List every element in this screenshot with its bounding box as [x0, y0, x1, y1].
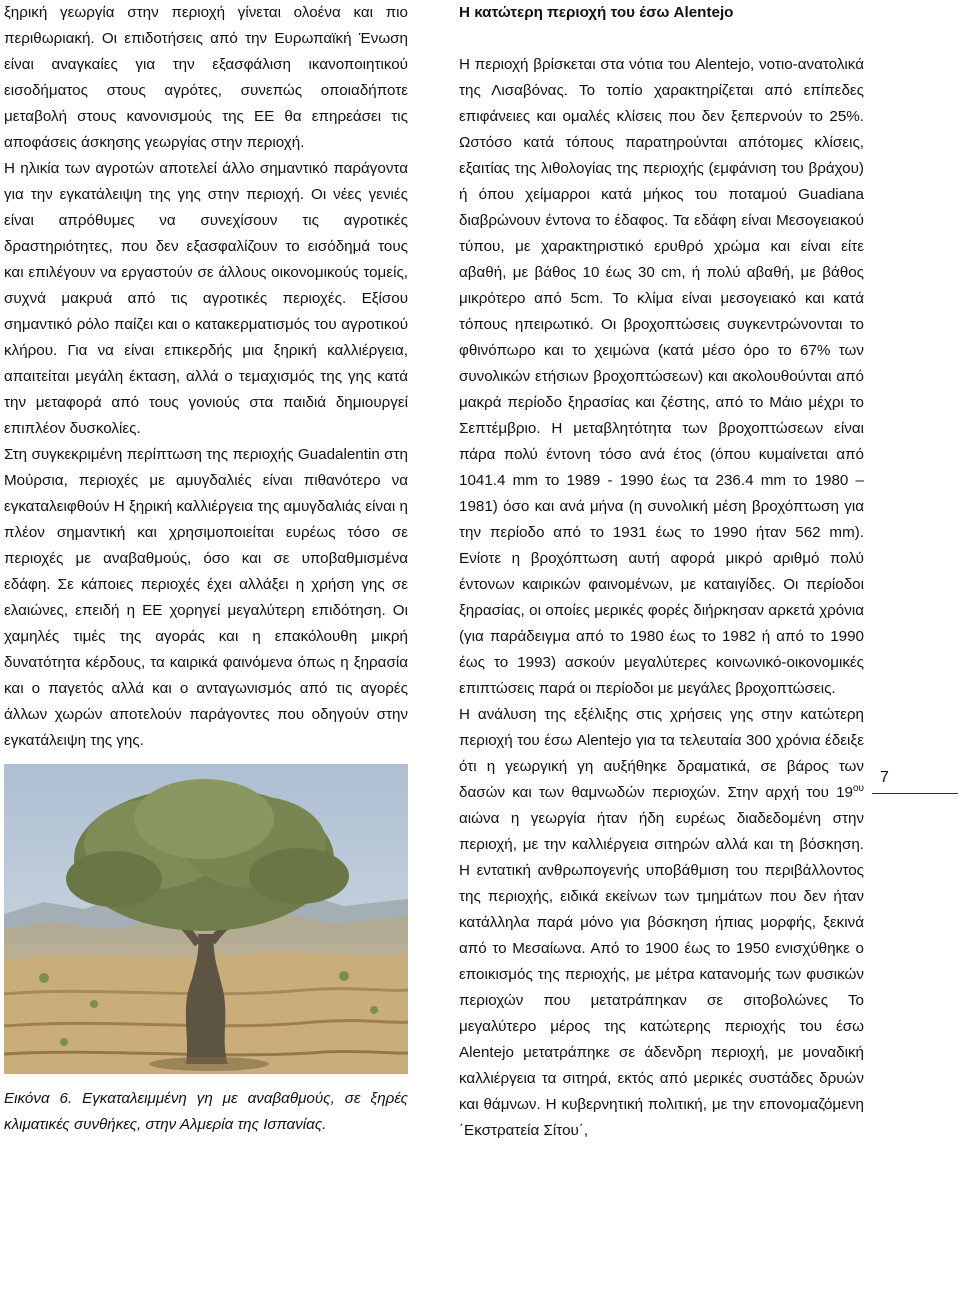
right-paragraph-2: [459, 702, 864, 1144]
left-paragraph-2: Η ηλικία των αγροτών αποτελεί άλλο σημαντικό παράγοντα για την εγκατάλειψη της γης στην περιοχή. Οι νέες γενιές είναι απρόθυμες να συνεχίσουν τις αγροτικές δραστηριότητες, που δεν εξασφαλίζουν το εισόδημά τους και επιλέγουν να εργαστούν σε άλλους οικονομικούς τομείς, συχνά μακρυά από τις αγροτικές περιοχές. Εξίσου σημαντικό ρόλο παίζει και ο κατακερματισμός του αγροτικού κλήρου. Για να είναι επικερδής μια ξηρική καλλιέργεια, απαιτείται μεγάλη έκταση, αλλά ο τεμαχισμός της γης κατά την μεταφορά από τους γονιούς στα παιδιά δημιουργεί επιπλέον δυσκολίες.: [4, 160, 408, 437]
right-paragraph-2-end: αιώνα η γεωργία ήταν ήδη ευρέως διαδεδομένη στην περιοχή, με την καλλιέργεια σιτηρών αλλά και τη βόσκηση. Η εντατική ανθρωπογενής υποβάθμιση του περιβάλλοντος της περιοχής, ειδικά εκείνων των τμημάτων που δεν ήταν κατάλληλα παρά μόνο για βόσκηση ήπιας μορφής, ξεκινά από το Μεσαίωνα. Από το 1900 έως το 1950 ενισχύθηκε ο εποικισμός της περιοχής, με μέτρα κατανομής των φυσικών περιοχών που μετατράπηκαν σε σιτοβολώνες Το μεγαλύτερο μέρος της κατώτερης περιοχής του έσω Alentejo μετατράπηκε σε άδενδρη περιοχή, με μοναδική καλλιέργεια τα σιτηρά, εκτός από μερικές συστάδες δρυών και θάμνων. Η κυβερνητική πολιτική, με την επονομαζόμενη ΄Εκστρατεία Σίτου΄,: [459, 810, 864, 1139]
page-number-rule: [872, 793, 958, 794]
page-number: 7: [880, 769, 889, 786]
left-paragraph-3: Στη συγκεκριμένη περίπτωση της περιοχής Guadalentin στη Μούρσια, περιοχές με αμυγδαλιές είναι πιθανότερο να εγκαταλειφθούν Η ξηρική καλλιέργεια της αμυγδαλιάς είναι η πλέον σημαντική και χρησιμοποιείται ευρέως τόσο σε περιοχές με αναβαθμούς, όσο και σε υποβαθμισμένα εδάφη. Σε κάποιες περιοχές έχει αλλάξει η χρήση γης σε ελαιώνες, επειδή η ΕΕ χορηγεί μεγαλύτερη επιδότηση. Οι χαμηλές τιμές της αγοράς και η επακόλουθη μικρή δυνατότητα κέρδους, τα καιρικά φαινόμενα όπως η ξηρασία και ο παγετός αλλά και ο ανταγωνισμός από τις αγορές άλλων χωρών αποτελούν παράγοντες που οδηγούν στην εγκατάλειψη της γης.: [4, 446, 408, 749]
left-column: [4, 0, 408, 1138]
right-paragraph-1: Η περιοχή βρίσκεται στα νότια του Alentejo, νοτιο-ανατολικά της Λισαβόνας. Το τοπίο χαρακτηρίζεται από επίπεδες επιφάνειες και ομαλές κλίσεις που δεν ξεπερνούν το 25%. Ωστόσο κατά τόπους παρατηρούνται απότομες κλίσεις, εξαιτίας της λιθολογίας της περιοχής (εμφάνιση του βράχου) ή όπου χείμαρροι κατά μήκος του ποταμού Guadiana διαβρώνουν έντονα το έδαφος. Τα εδάφη είναι Μεσογειακού τύπου, με χαρακτηριστικό ερυθρό χρώμα και είναι είτε αβαθή, με βάθος 10 έως 30 cm, ή πολύ αβαθή, με βάθος μικρότερο από 5cm. Το κλίμα είναι μεσογειακό και κατά τόπους ηπειρωτικό. Οι βροχοπτώσεις συγκεντρώνονται το φθινόπωρο και το χειμώνα (κατά μέσο όρο το 67% των συνολικών ετήσιων βροχοπτώσεων) και ακολουθούνται από μακρά περίοδο ξηρασίας και ζέστης, από το Μάιο μέχρι το Σεπτέμβριο. Η μεταβλητότητα των βροχοπτώσεων είναι πάρα πολύ έντονη τόσο ανά έτος (όπου κυμαίνεται από 1041.4 mm το 1989 - 1990 έως τα 236.4 mm το 1980 – 1981) όσο και ανά μήνα (η συνολική μέση βροχόπτωση για την περίοδο από το 1931 έως το 1990 ήταν 562 mm). Ενίοτε η βροχόπτωση αυτή αφορά μικρό αριθμό πολύ έντονων καιρικών φαινομένων, με καταιγίδες. Οι περίοδοι ξηρασίας, οι οποίες μερικές φορές διήρκησαν αρκετά χρόνια (για παράδειγμα από το 1980 έως το 1982 ή από το 1990 έως το 1993) ασκούν μεγαλύτερες κοινωνικό-οικονομικές επιπτώσεις παρά οι περίοδοι με μεγάλες βροχοπτώσεις.: [459, 56, 864, 697]
section-heading: Η κατώτερη περιοχή του έσω Alentejo: [459, 4, 734, 21]
figure-caption: Εικόνα 6. Εγκαταλειμμένη γη με αναβαθμούς, σε ξηρές κλιματικές συνθήκες, στην Αλμερία της Ισπανίας.: [4, 1090, 408, 1133]
right-paragraph-2-start: Η ανάλυση της εξέλιξης στις χρήσεις γης στην κατώτερη περιοχή του έσω Alentejo για τα τελευταία 300 χρόνια έδειξε ότι η γεωργική γη αυξήθηκε δραματικά, σε βάρος των δασών και των θαμνωδών περιοχών. Στην αρχή του 19: [459, 706, 864, 801]
left-paragraph-1: ξηρική γεωργία στην περιοχή γίνεται ολοένα και πιο περιθωριακή. Οι επιδοτήσεις από την Ευρωπαϊκή Ένωση είναι αναγκαίες για την εξασφάλιση ικανοποιητικού εισοδήματος στους αγρότες, συνεπώς οποιαδήποτε μεταβολή στους κανονισμούς της ΕΕ θα επηρεάσει τις αποφάσεις άσκησης γεωργίας στην περιοχή.: [4, 4, 408, 151]
ordinal-superscript: ου: [852, 782, 864, 794]
right-column: [459, 0, 864, 1144]
olive-tree-photo: [4, 764, 408, 1074]
